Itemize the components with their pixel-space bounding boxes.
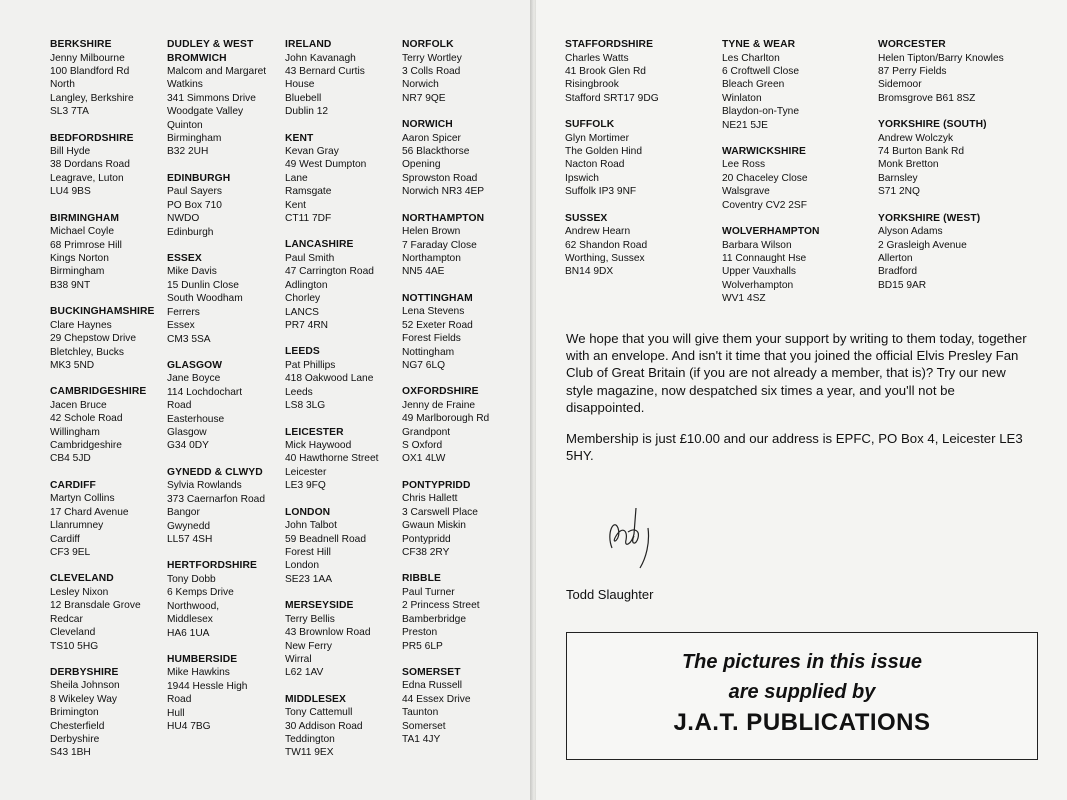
address-line: G34 0DY [167,440,209,452]
address-line: 49 West Dumpton [285,159,367,171]
address-line: Ramsgate [285,186,332,198]
address-line: 44 Essex Drive [402,693,471,705]
directory-entry [50,305,170,372]
region-heading: CAMBRIDGESHIRE [50,386,147,398]
address-line: Brimington [50,707,99,719]
directory-entry [167,653,287,734]
right-column-3 [878,38,1038,305]
address-line: Pontypridd [402,533,451,545]
directory-entry [878,212,1038,293]
promo-line-2: are supplied by [728,681,876,703]
region-heading: LANCASHIRE [285,239,354,251]
address-line: CM3 5SA [167,333,211,345]
address-line: Allerton [878,252,913,264]
region-heading: NOTTINGHAM [402,292,473,304]
support-paragraph: We hope that you will give them your support by writing to them today, together with an envelope. And isn't it time that you joined the official Elvis Presley Fan Club of Great Britain (if you are not already a member, that is)? Try our new style magazine, now despatched six times a year, and you'll not be disappointed. [566,331,1027,415]
directory-entry [722,225,842,306]
address-line: OX1 4LW [402,453,446,465]
address-line: Cambridgeshire [50,440,122,452]
address-line: TW11 9EX [285,747,334,759]
address-line: Edinburgh [167,226,214,238]
address-line: 114 Lochdochart [167,386,243,398]
address-line: New Ferry [285,640,332,652]
address-line: PO Box 710 [167,199,222,211]
address-line: PR5 6LP [402,640,443,652]
address-line: Grandpont [402,426,451,438]
address-line: NR7 9QE [402,92,446,104]
address-line: 62 Shandon Road [565,239,648,251]
address-line: 8 Wikeley Way [50,693,117,705]
address-line: Easterhouse [167,413,225,425]
left-page [0,0,532,800]
directory-entry [878,118,1038,199]
directory-entry [402,292,522,373]
address-line: LU4 9BS [50,186,91,198]
address-line: Bill Hyde [50,146,91,158]
directory-entry [402,572,522,653]
address-line: 56 Blackthorse [402,146,470,158]
region-heading: GLASGOW [167,359,223,371]
address-line: John Kavanagh [285,52,356,64]
address-line: Andrew Wolczyk [878,132,954,144]
address-line: Glasgow [167,427,207,439]
directory-entry [402,666,522,747]
directory-entry [285,345,405,412]
address-line: Michael Coyle [50,226,114,238]
region-heading: TYNE & WEAR [722,39,796,50]
region-heading: NORFOLK [402,39,454,50]
address-line: Malcom and Margaret [167,66,267,77]
address-line: Derbyshire [50,734,100,746]
directory-entry [402,212,522,279]
address-line: Kent [285,199,306,211]
address-line: Nottingham [402,346,455,358]
address-line: Pat Phillips [285,359,336,371]
address-line: Jane Boyce [167,373,221,385]
promo-box [566,632,1038,760]
region-heading: SUFFOLK [565,119,615,131]
address-line: Cardiff [50,533,80,545]
address-line: Watkins [167,79,203,91]
region-heading: MIDDLESEX [285,693,346,705]
region-heading: ESSEX [167,252,202,264]
address-line: 47 Carrington Road [285,266,374,278]
promo-line-1: The pictures in this issue [681,651,923,673]
address-line: Nacton Road [565,159,625,171]
directory-entry [722,38,842,132]
address-line: LS8 3LG [285,400,326,412]
region-heading: WOLVERHAMPTON [722,226,820,238]
directory-entry [285,238,405,332]
address-line: 30 Addison Road [285,720,363,732]
directory-entry [402,38,522,105]
address-line: Bleach Green [722,79,785,91]
address-line: Adlington [285,279,328,291]
address-line: 52 Exeter Road [402,319,473,331]
address-line: Terry Wortley [402,52,462,64]
directory-entry [285,38,405,119]
directory-entry [285,599,405,680]
left-column-4 [402,38,522,759]
address-line: Lee Ross [722,159,766,171]
region-heading: LONDON [285,506,331,518]
region-heading: CLEVELAND [50,573,114,585]
address-line: 49 Marlborough Rd [402,413,490,425]
address-line: LL57 4SH [167,533,213,545]
address-line: Sidemoor [878,79,922,91]
address-line: Leagrave, Luton [50,172,124,184]
signer-name: Todd Slaughter [566,587,654,602]
address-line: S Oxford [402,440,443,452]
address-line: Bradford [878,266,918,278]
address-line: Walsgrave [722,186,770,198]
directory-entry [50,212,170,293]
address-line: SE23 1AA [285,573,333,585]
address-line: Norwich [402,79,439,91]
address-line: North [50,79,75,91]
address-line: Birmingham [50,266,105,278]
address-line: 7 Faraday Close [402,239,477,251]
address-line: 1944 Hessle High [167,680,248,692]
address-line: London [285,560,319,572]
address-line: LE3 9FQ [285,480,326,492]
address-line: Alyson Adams [878,226,943,238]
address-line: Hull [167,707,185,719]
address-line: CT11 7DF [285,213,332,225]
region-heading: HUMBERSIDE [167,653,238,665]
address-line: Kevan Gray [285,146,339,158]
right-column-1 [565,38,685,292]
directory-entry [50,666,170,760]
address-line: Worthing, Sussex [565,252,645,264]
address-line: Kings Norton [50,252,109,264]
region-heading: WARWICKSHIRE [722,145,806,157]
address-line: Bletchley, Bucks [50,346,124,358]
address-line: Helen Brown [402,226,461,238]
address-line: Woodgate Valley [167,106,244,118]
address-line: Langley, Berkshire [50,92,134,104]
address-line: Stafford SRT17 9DG [565,92,659,104]
address-line: CF3 9EL [50,546,91,558]
address-line: Mick Haywood [285,440,352,452]
address-line: Jenny de Fraine [402,399,476,411]
membership-paragraph: Membership is just £10.00 and our address is EPFC, PO Box 4, Leicester LE3 5HY. [566,431,1023,464]
address-line: NE21 5JE [722,119,768,131]
address-line: Andrew Hearn [565,226,631,238]
address-line: Edna Russell [402,680,463,692]
address-line: Clare Haynes [50,319,112,331]
address-line: CB4 5JD [50,453,91,465]
address-line: Leeds [285,386,313,398]
directory-entry [402,385,522,466]
region-heading: SUSSEX [565,212,608,224]
address-line: NG7 6LQ [402,359,446,371]
address-line: S43 1BH [50,747,91,759]
region-heading: WORCESTER [878,39,946,50]
region-heading: YORKSHIRE (WEST) [878,212,981,224]
address-line: 29 Chepstow Drive [50,333,137,345]
address-line: Sprowston Road [402,172,478,184]
address-line: Lena Stevens [402,306,465,318]
address-line: Mike Hawkins [167,667,230,679]
address-line: Lesley Nixon [50,586,109,598]
directory-entry [565,212,685,279]
region-heading: LEEDS [285,346,320,358]
directory-entry [50,132,170,199]
address-line: 74 Burton Bank Rd [878,146,965,158]
address-line: Les Charlton [722,52,780,64]
address-line: Bamberbridge [402,613,466,625]
address-line: Norwich NR3 4EP [402,186,485,198]
address-line: Birmingham [167,133,222,145]
address-line: SL3 7TA [50,106,89,118]
directory-entry [50,38,170,119]
region-heading: YORKSHIRE (SOUTH) [878,119,987,131]
address-line: Barnsley [878,172,918,184]
address-line: Terry Bellis [285,613,335,625]
directory-entry [402,479,522,560]
address-line: 100 Blandford Rd [50,65,130,77]
address-line: 373 Caernarfon Road [167,493,265,505]
address-line: S71 2NQ [878,186,920,198]
address-line: Gwynedd [167,520,211,532]
address-line: Mike Davis [167,266,217,278]
address-line: Opening [402,159,441,171]
address-line: House [285,79,315,91]
address-line: Martyn Collins [50,493,115,505]
address-line: Paul Turner [402,586,455,598]
region-heading: KENT [285,132,314,144]
address-line: 87 Perry Fields [878,65,947,77]
address-line: Glyn Mortimer [565,132,629,144]
directory-entry [167,252,287,346]
address-line: Wirral [285,653,312,665]
address-line: 3 Carswell Place [402,506,478,518]
address-line: Ferrers [167,306,200,318]
region-heading: MERSEYSIDE [285,600,354,612]
region-heading: BERKSHIRE [50,39,112,50]
left-column-2 [167,38,287,746]
address-line: Road [167,694,192,706]
address-line: 12 Bransdale Grove [50,600,141,612]
directory-entry [167,172,287,239]
address-line: 341 Simmons Drive [167,92,256,104]
left-column-3 [285,38,405,773]
address-line: Bromsgrove B61 8SZ [878,92,976,104]
address-line: HU4 7BG [167,721,211,733]
address-line: NWDO [167,213,200,225]
address-line: 15 Dunlin Close [167,279,239,291]
address-line: Aaron Spicer [402,132,461,144]
address-line: L62 1AV [285,667,324,679]
address-line: Tony Cattemull [285,707,353,719]
address-line: Jenny Milbourne [50,52,125,64]
directory-entry [285,426,405,493]
region-heading: EDINBURGH [167,172,231,184]
address-line: WV1 4SZ [722,293,766,305]
address-line: 17 Chard Avenue [50,506,129,518]
address-line: Suffolk IP3 9NF [565,186,637,198]
body-text [566,330,1036,478]
address-line: 41 Brook Glen Rd [565,65,646,77]
address-line: 43 Bernard Curtis [285,65,365,77]
address-line: Forest Hill [285,546,331,558]
directory-entry [167,466,287,547]
region-heading: LEICESTER [285,426,344,438]
directory-entry [285,506,405,587]
address-line: TA1 4JY [402,734,441,746]
address-line: Paul Smith [285,252,335,264]
address-line: 59 Beadnell Road [285,533,366,545]
address-line: Coventry CV2 2SF [722,199,807,211]
address-line: Lane [285,172,308,184]
region-heading: IRELAND [285,39,332,50]
address-line: 418 Oakwood Lane [285,373,374,385]
right-column-2 [722,38,842,319]
address-line: Preston [402,627,438,639]
address-line: Cleveland [50,627,96,639]
address-line: Risingbrook [565,79,619,91]
address-line: Middlesex [167,614,213,626]
promo-publisher: J.A.T. PUBLICATIONS [673,709,931,736]
address-line: 6 Croftwell Close [722,65,799,77]
address-line: Dublin 12 [285,106,329,118]
address-line: BN14 9DX [565,266,614,278]
directory-entry [167,559,287,640]
address-line: 11 Connaught Hse [722,252,807,264]
region-heading: RIBBLE [402,573,441,585]
directory-entry [285,132,405,226]
directory-entry [878,38,1038,105]
region-heading: SOMERSET [402,666,461,678]
region-heading: STAFFORDSHIRE [565,39,654,50]
address-line: Chorley [285,293,321,305]
address-line: John Talbot [285,520,337,532]
address-line: Taunton [402,707,439,719]
address-line: Charles Watts [565,52,629,64]
address-line: Northampton [402,252,461,264]
address-line: 20 Chaceley Close [722,172,808,184]
directory-entry [167,359,287,453]
region-heading: BUCKINGHAMSHIRE [50,306,155,318]
address-line: Bluebell [285,92,322,104]
address-line: CF38 2RY [402,546,450,558]
address-line: Monk Bretton [878,159,939,171]
right-page [536,0,1067,800]
address-line: HA6 1UA [167,627,210,639]
address-line: Road [167,400,192,412]
address-line: Quinton [167,119,203,131]
region-heading: PONTYPRIDD [402,479,471,491]
address-line: NN5 4AE [402,266,445,278]
left-column-1 [50,38,170,773]
directory-entry [565,38,685,105]
address-line: 2 Grasleigh Avenue [878,239,967,251]
address-line: Leicester [285,466,327,478]
address-line: Helen Tipton/Barry Knowles [878,52,1004,64]
region-heading: GYNEDD & CLWYD [167,466,263,478]
region-heading: CARDIFF [50,479,96,491]
directory-entry [50,479,170,560]
directory-entry [50,572,170,653]
region-heading: DERBYSHIRE [50,666,119,678]
address-line: Blaydon-on-Tyne [722,106,800,118]
region-heading: NORWICH [402,119,453,131]
region-heading: BEDFORDSHIRE [50,132,134,144]
address-line: Chris Hallett [402,493,458,505]
address-line: Forest Fields [402,333,461,345]
address-line: Sylvia Rowlands [167,480,242,492]
address-line: Jacen Bruce [50,399,107,411]
address-line: TS10 5HG [50,640,99,652]
region-heading: OXFORDSHIRE [402,386,479,398]
region-heading: HERTFORDSHIRE [167,560,257,572]
address-line: Winlaton [722,92,762,104]
address-line: Redcar [50,613,83,625]
address-line: Willingham [50,426,100,438]
address-line: LANCS [285,306,319,318]
address-line: 40 Hawthorne Street [285,453,379,465]
region-heading: BIRMINGHAM [50,212,120,224]
address-line: PR7 4RN [285,320,329,331]
address-line: Bangor [167,507,200,519]
address-line: Llanrumney [50,520,104,532]
region-heading: DUDLEY & WEST BROMWICH [167,39,254,64]
directory-entry [722,145,842,212]
directory-entry [167,38,287,159]
address-line: Essex [167,320,195,332]
address-line: 43 Brownlow Road [285,627,371,639]
address-line: MK3 5ND [50,359,95,371]
address-line: 3 Colls Road [402,65,461,77]
address-line: BD15 9AR [878,279,927,291]
address-line: Somerset [402,720,446,732]
address-line: Wolverhampton [722,279,794,291]
address-line: 38 Dordans Road [50,159,130,171]
directory-entry [285,693,405,760]
directory-entry [565,118,685,199]
address-line: Upper Vauxhalls [722,266,796,278]
address-line: Gwaun Miskin [402,520,466,532]
address-line: Barbara Wilson [722,239,792,251]
address-line: B32 2UH [167,146,209,158]
directory-entry [50,385,170,466]
address-line: Sheila Johnson [50,680,120,692]
signature-image [588,488,668,578]
address-line: 68 Primrose Hill [50,239,122,251]
address-line: B38 9NT [50,279,91,291]
directory-entry [402,118,522,199]
address-line: Paul Sayers [167,186,222,198]
address-line: Chesterfield [50,720,105,732]
address-line: Ipswich [565,172,599,184]
address-line: 42 Schole Road [50,413,123,425]
address-line: Tony Dobb [167,573,216,585]
address-line: 2 Princess Street [402,600,480,612]
address-line: Teddington [285,734,335,746]
address-line: South Woodham [167,293,243,305]
address-line: The Golden Hind [565,146,643,158]
region-heading: NORTHAMPTON [402,212,485,224]
address-line: Northwood, [167,600,220,612]
address-line: 6 Kemps Drive [167,587,234,599]
